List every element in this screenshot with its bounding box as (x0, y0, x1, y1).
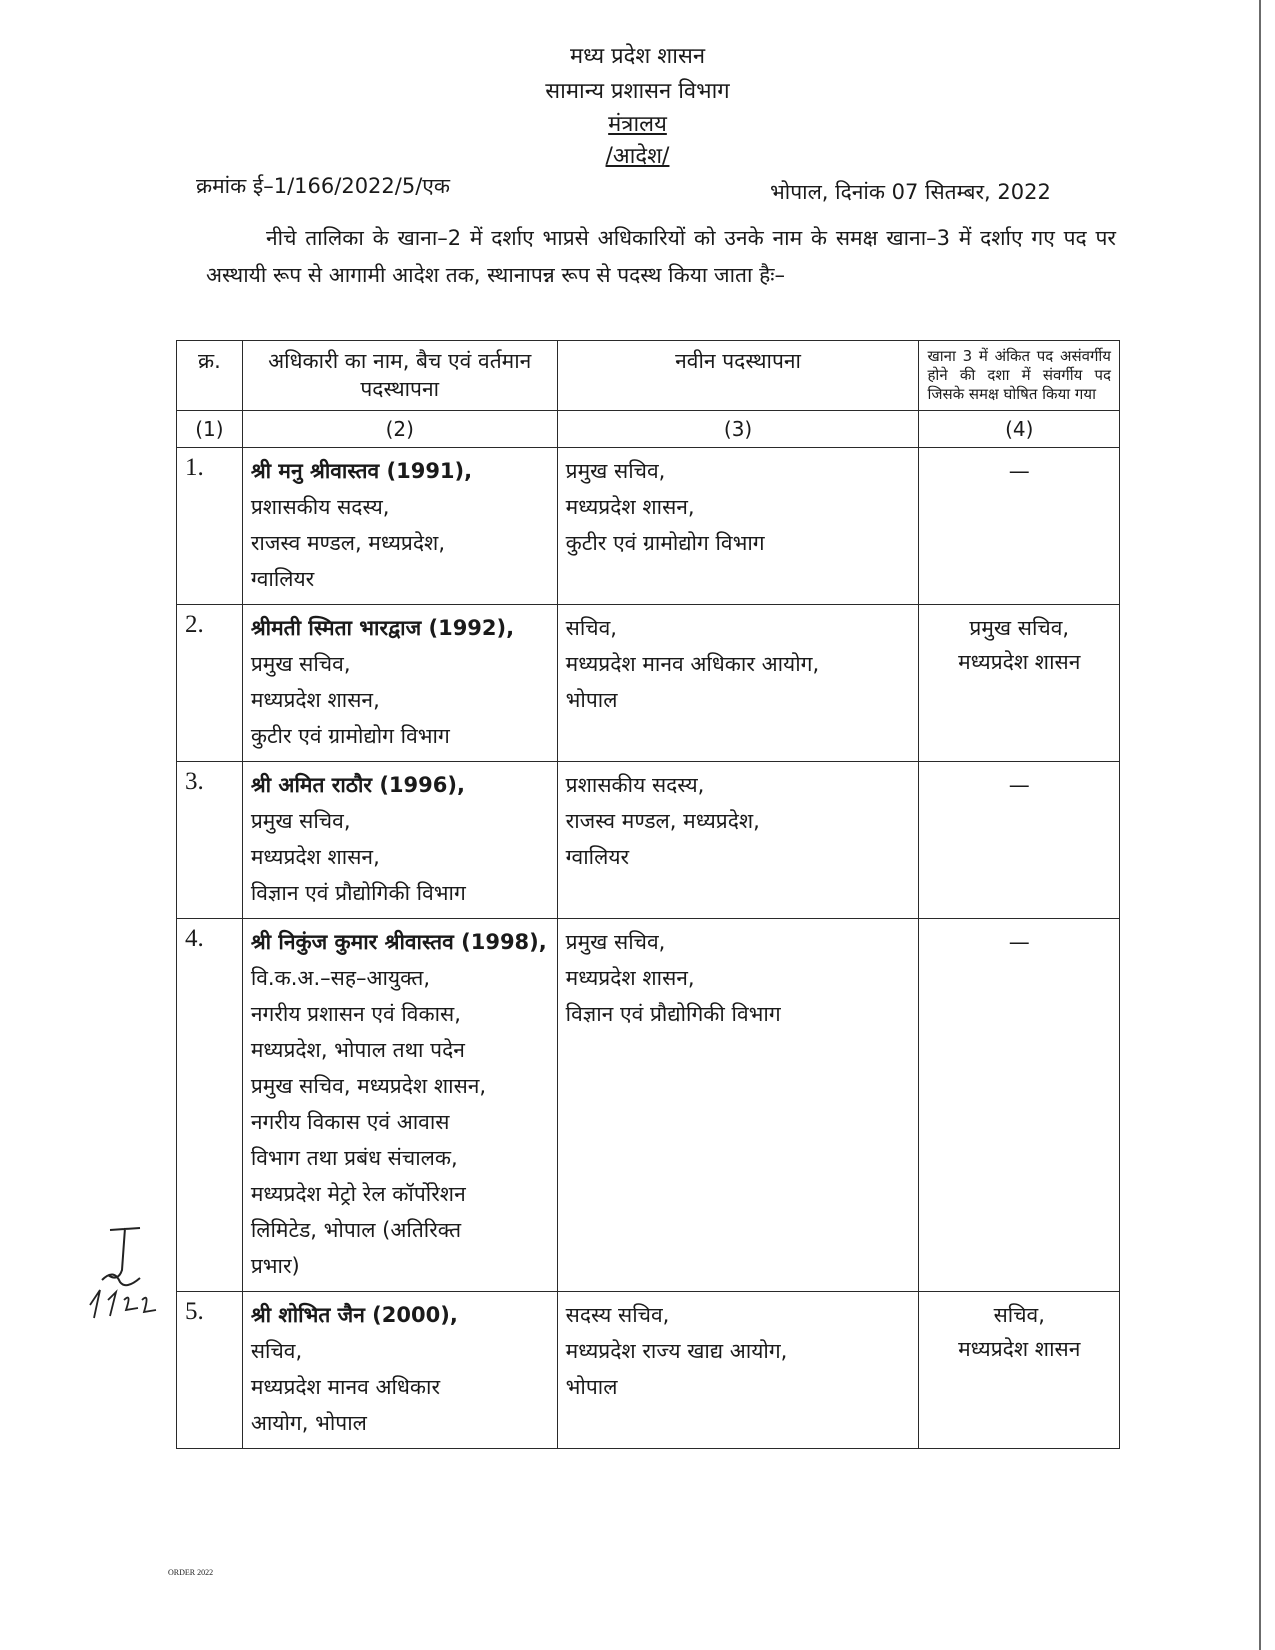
footer-label: ORDER 2022 (168, 1568, 214, 1577)
current-posting-line: नगरीय प्रशासन एवं विकास, (250, 1002, 461, 1026)
new-posting-line: ग्वालियर (565, 845, 630, 869)
col-number: (3) (557, 411, 919, 448)
col-number: (1) (177, 411, 243, 448)
officer-name: श्री मनु श्रीवास्तव (1991), (250, 459, 473, 483)
current-posting-line: प्रमुख सचिव, (250, 652, 351, 676)
table-row (177, 1292, 1120, 1449)
table-row (177, 448, 1120, 605)
cadre-post-line: सचिव, (993, 1303, 1045, 1327)
col-number: (2) (242, 411, 557, 448)
current-posting-line: प्रभार) (250, 1254, 300, 1278)
new-posting-cell (557, 605, 919, 762)
govt-name: मध्य प्रदेश शासन (569, 44, 706, 69)
cadre-post-cell (919, 605, 1120, 762)
table-row (177, 762, 1120, 919)
current-posting-line: वि.क.अ.–सह–आयुक्त, (250, 966, 431, 990)
new-posting-line: प्रमुख सचिव, (565, 930, 666, 954)
current-posting-line: आयोग, भोपाल (250, 1411, 367, 1435)
current-posting-line: मध्यप्रदेश शासन, (250, 845, 380, 869)
current-posting-line: सचिव, (250, 1339, 303, 1363)
intro-paragraph (206, 220, 1116, 294)
new-posting-line: मध्यप्रदेश शासन, (565, 966, 695, 990)
department-name: सामान्य प्रशासन विभाग (545, 79, 730, 104)
officer-name: श्री शोभित जैन (2000), (250, 1303, 458, 1327)
new-posting-cell (557, 919, 919, 1292)
current-posting-line: मध्यप्रदेश मानव अधिकार (250, 1375, 441, 1399)
current-posting-line: विज्ञान एवं प्रौद्योगिकी विभाग (250, 881, 466, 905)
new-posting-line: भोपाल (565, 688, 618, 712)
posting-table (176, 340, 1120, 1449)
reference-number: क्रमांक ई–1/166/2022/5/एक (196, 174, 451, 198)
new-posting-line: मध्यप्रदेश राज्य खाद्य आयोग, (565, 1339, 788, 1363)
new-posting-line: सदस्य सचिव, (565, 1303, 670, 1327)
current-posting-line: मध्यप्रदेश शासन, (250, 688, 380, 712)
new-posting-line: प्रमुख सचिव, (565, 459, 666, 483)
current-posting-line: विभाग तथा प्रबंध संचालक, (250, 1146, 458, 1170)
cadre-post-cell (919, 1292, 1120, 1449)
cadre-post-line: — (1008, 459, 1030, 483)
officer-name: श्रीमती स्मिता भारद्वाज (1992), (250, 616, 515, 640)
row-serial-number: 5. (177, 1292, 243, 1449)
new-posting-line: विज्ञान एवं प्रौद्योगिकी विभाग (565, 1002, 781, 1026)
new-posting-line: कुटीर एवं ग्रामोद्योग विभाग (565, 531, 765, 555)
current-posting-line: प्रमुख सचिव, (250, 809, 351, 833)
cadre-post-line: मध्यप्रदेश शासन (958, 650, 1081, 674)
current-posting-line: मध्यप्रदेश, भोपाल तथा पदेन (250, 1038, 465, 1062)
officer-cell (242, 919, 557, 1292)
officer-name: श्री अमित राठौर (1996), (250, 773, 465, 797)
cadre-post-cell (919, 919, 1120, 1292)
intro-text: नीचे तालिका के खाना–2 में दर्शाए भाप्रसे अधिकारियों को उनके नाम के समक्ष खाना–3 में दर्शाए गए पद पर अस्थायी रूप से आगामी आदेश तक, स्थानापन्न रूप से पदस्थ किया जाता हैः– (206, 226, 1116, 287)
row-serial-number: 3. (177, 762, 243, 919)
current-posting-line: नगरीय विकास एवं आवास (250, 1110, 450, 1134)
new-posting-line: सचिव, (565, 616, 617, 640)
header-cadre-post: खाना 3 में अंकित पद असंवर्गीय होने की दशा में संवर्गीय पद जिसके समक्ष घोषित किया गया (919, 341, 1120, 411)
row-serial-number: 2. (177, 605, 243, 762)
cadre-post-line: प्रमुख सचिव, (969, 616, 1070, 640)
row-serial-number: 4. (177, 919, 243, 1292)
table-header-row (177, 341, 1120, 411)
table-row (177, 919, 1120, 1292)
header-sno: क्र. (177, 341, 243, 411)
officer-name: श्री निकुंज कुमार श्रीवास्तव (1998), (250, 930, 547, 954)
new-posting-line: प्रशासकीय सदस्य, (565, 773, 705, 797)
officer-cell (242, 762, 557, 919)
new-posting-line: राजस्व मण्डल, मध्यप्रदेश, (565, 809, 760, 833)
new-posting-cell (557, 448, 919, 605)
col-number: (4) (919, 411, 1120, 448)
order-label: /आदेश/ (605, 144, 670, 169)
cadre-post-line: मध्यप्रदेश शासन (958, 1337, 1081, 1361)
current-posting-line: लिमिटेड, भोपाल (अतिरिक्त (250, 1218, 462, 1242)
current-posting-line: ग्वालियर (250, 567, 315, 591)
header-officer: अधिकारी का नाम, बैच एवं वर्तमान पदस्थापना (242, 341, 557, 411)
order-date: भोपाल, दिनांक 07 सितम्बर, 2022 (770, 180, 1051, 204)
ministry-label: मंत्रालय (608, 112, 667, 137)
page-edge (1259, 0, 1261, 1650)
signature-mark (80, 1220, 170, 1330)
officer-cell (242, 605, 557, 762)
current-posting-line: कुटीर एवं ग्रामोद्योग विभाग (250, 724, 450, 748)
table-body (177, 448, 1120, 1449)
officer-cell (242, 1292, 557, 1449)
current-posting-line: प्रशासकीय सदस्य, (250, 495, 390, 519)
cadre-post-cell (919, 448, 1120, 605)
new-posting-cell (557, 1292, 919, 1449)
new-posting-line: भोपाल (565, 1375, 618, 1399)
current-posting-line: मध्यप्रदेश मेट्रो रेल कॉर्पोरेशन (250, 1182, 466, 1206)
new-posting-line: मध्यप्रदेश मानव अधिकार आयोग, (565, 652, 820, 676)
table-row (177, 605, 1120, 762)
new-posting-line: मध्यप्रदेश शासन, (565, 495, 695, 519)
current-posting-line: राजस्व मण्डल, मध्यप्रदेश, (250, 531, 445, 555)
row-serial-number: 1. (177, 448, 243, 605)
current-posting-line: प्रमुख सचिव, मध्यप्रदेश शासन, (250, 1074, 487, 1098)
cadre-post-line: — (1008, 930, 1030, 954)
column-number-row (177, 411, 1120, 448)
header-new-posting: नवीन पदस्थापना (557, 341, 919, 411)
cadre-post-line: — (1008, 773, 1030, 797)
new-posting-cell (557, 762, 919, 919)
cadre-post-cell (919, 762, 1120, 919)
officer-cell (242, 448, 557, 605)
